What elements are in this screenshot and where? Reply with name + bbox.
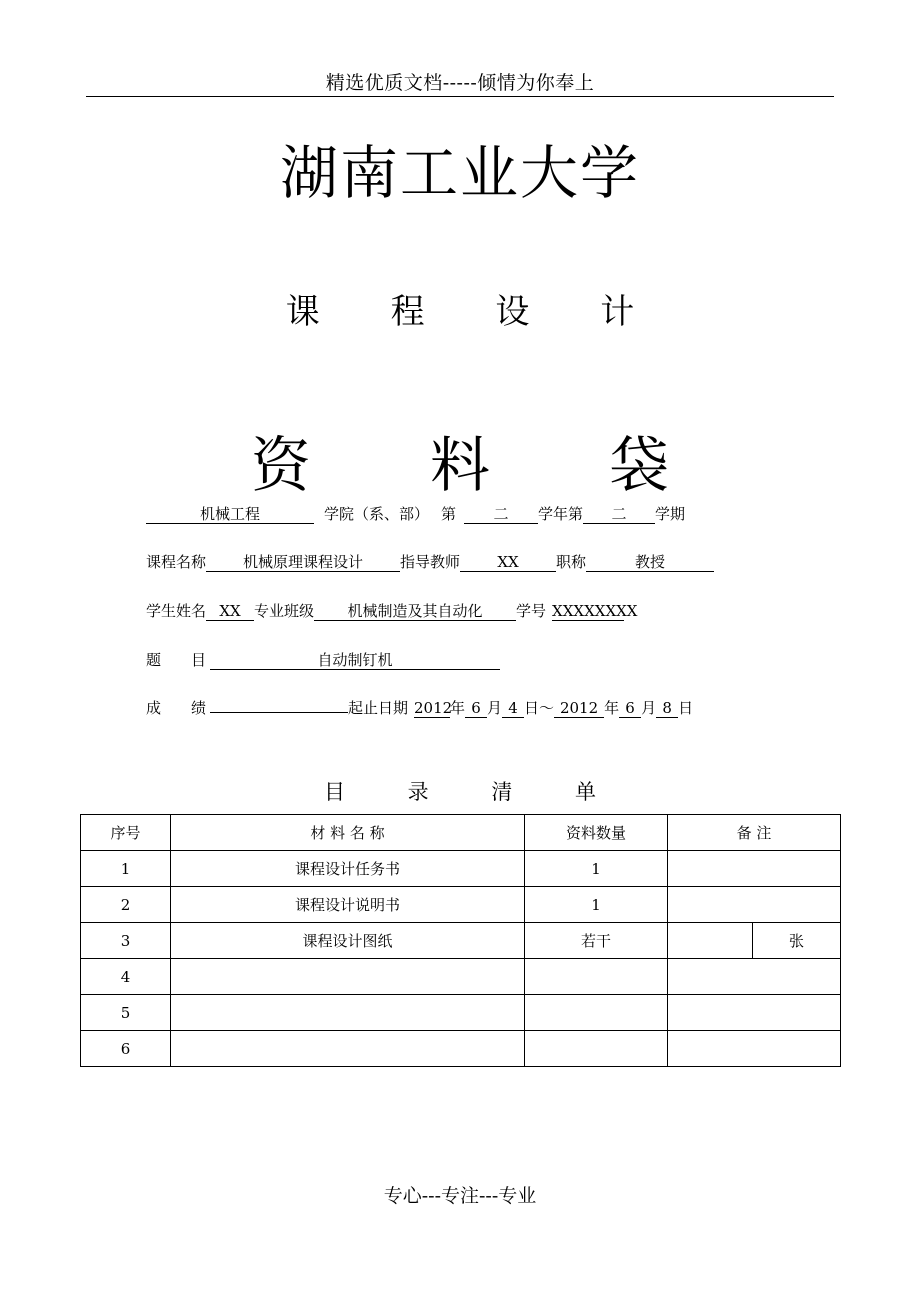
college-label: 学院（系、部） [324,505,430,523]
row-no: 5 [81,995,171,1031]
row-name [171,959,525,995]
major-label: 专业班级 [254,602,315,620]
student-value: XX [206,602,254,621]
date-label: 起止日期 [348,699,409,717]
course-value: 机械原理课程设计 [206,553,400,572]
table-row [81,959,841,995]
header-name: 材 料 名 称 [171,815,525,851]
page-header-text: 精选优质文档-----倾情为你奉上 [325,72,595,94]
student-label: 学生姓名 [146,602,207,620]
term-value: 二 [583,505,655,524]
row-qty: 若干 [525,923,668,959]
start-year-char: 年 [450,699,466,717]
di-label: 第 [441,505,457,523]
end-month: 6 [619,699,641,718]
university-title: 湖南工业大学 [279,139,640,207]
row-no: 6 [81,1031,171,1067]
toc-table [80,814,841,1067]
table-row [81,923,841,959]
end-day: 8 [656,699,678,718]
document-title: 资 料 袋 [250,431,720,501]
rank-label: 职称 [556,553,587,571]
row-qty: 1 [525,887,668,923]
id-value: XXXXXXXX [552,602,638,620]
start-year: 2012 [414,699,453,717]
row-no: 2 [81,887,171,923]
end-year: 2012 [554,699,604,718]
end-month-char: 月 [641,699,657,717]
table-row [81,851,841,887]
header-no: 序号 [81,815,171,851]
year-value: 二 [464,505,538,524]
row-note [668,851,841,887]
topic-line [146,649,500,670]
row-no: 1 [81,851,171,887]
grade-label: 成 绩 [146,699,207,717]
row-name [171,995,525,1031]
row-name: 课程设计任务书 [171,851,525,887]
row-note [668,959,841,995]
row-note [668,923,753,959]
row-name: 课程设计图纸 [171,923,525,959]
row-no: 4 [81,959,171,995]
table-row [81,995,841,1031]
table-header-row [81,815,841,851]
toc-title: 目 录 清 单 [323,780,625,804]
college-value: 机械工程 [146,505,314,524]
teacher-label: 指导教师 [400,553,461,571]
row-unit: 张 [753,923,841,959]
table-row [81,1031,841,1067]
term-label: 学期 [655,505,686,523]
page-footer-text: 专心---专注---专业 [383,1185,537,1207]
row-note [668,995,841,1031]
start-month-char: 月 [487,699,503,717]
row-name: 课程设计说明书 [171,887,525,923]
row-qty [525,959,668,995]
start-month: 6 [465,699,487,718]
range-separator: 日～ [524,699,555,717]
id-label: 学号 [516,602,547,620]
teacher-value: XX [460,553,556,572]
student-line [146,600,638,621]
row-qty: 1 [525,851,668,887]
row-name [171,1031,525,1067]
year-label: 学年第 [538,505,584,523]
course-design-subtitle: 课 程 设 计 [285,292,665,332]
header-qty: 资料数量 [525,815,668,851]
row-qty [525,995,668,1031]
rank-value: 教授 [586,553,714,572]
grade-value [210,712,348,713]
course-line [146,551,714,572]
end-year-char: 年 [604,699,620,717]
topic-label: 题 目 [146,651,207,669]
major-value: 机械制造及其自动化 [314,602,516,621]
grade-line [146,697,693,718]
course-label: 课程名称 [146,553,207,571]
end-day-char: 日 [678,699,694,717]
topic-value: 自动制钉机 [210,651,500,670]
header-note: 备 注 [668,815,841,851]
table-row [81,887,841,923]
college-line [146,503,685,524]
row-note [668,1031,841,1067]
row-qty [525,1031,668,1067]
row-note [668,887,841,923]
header-divider [86,96,834,97]
row-no: 3 [81,923,171,959]
start-day: 4 [502,699,524,718]
